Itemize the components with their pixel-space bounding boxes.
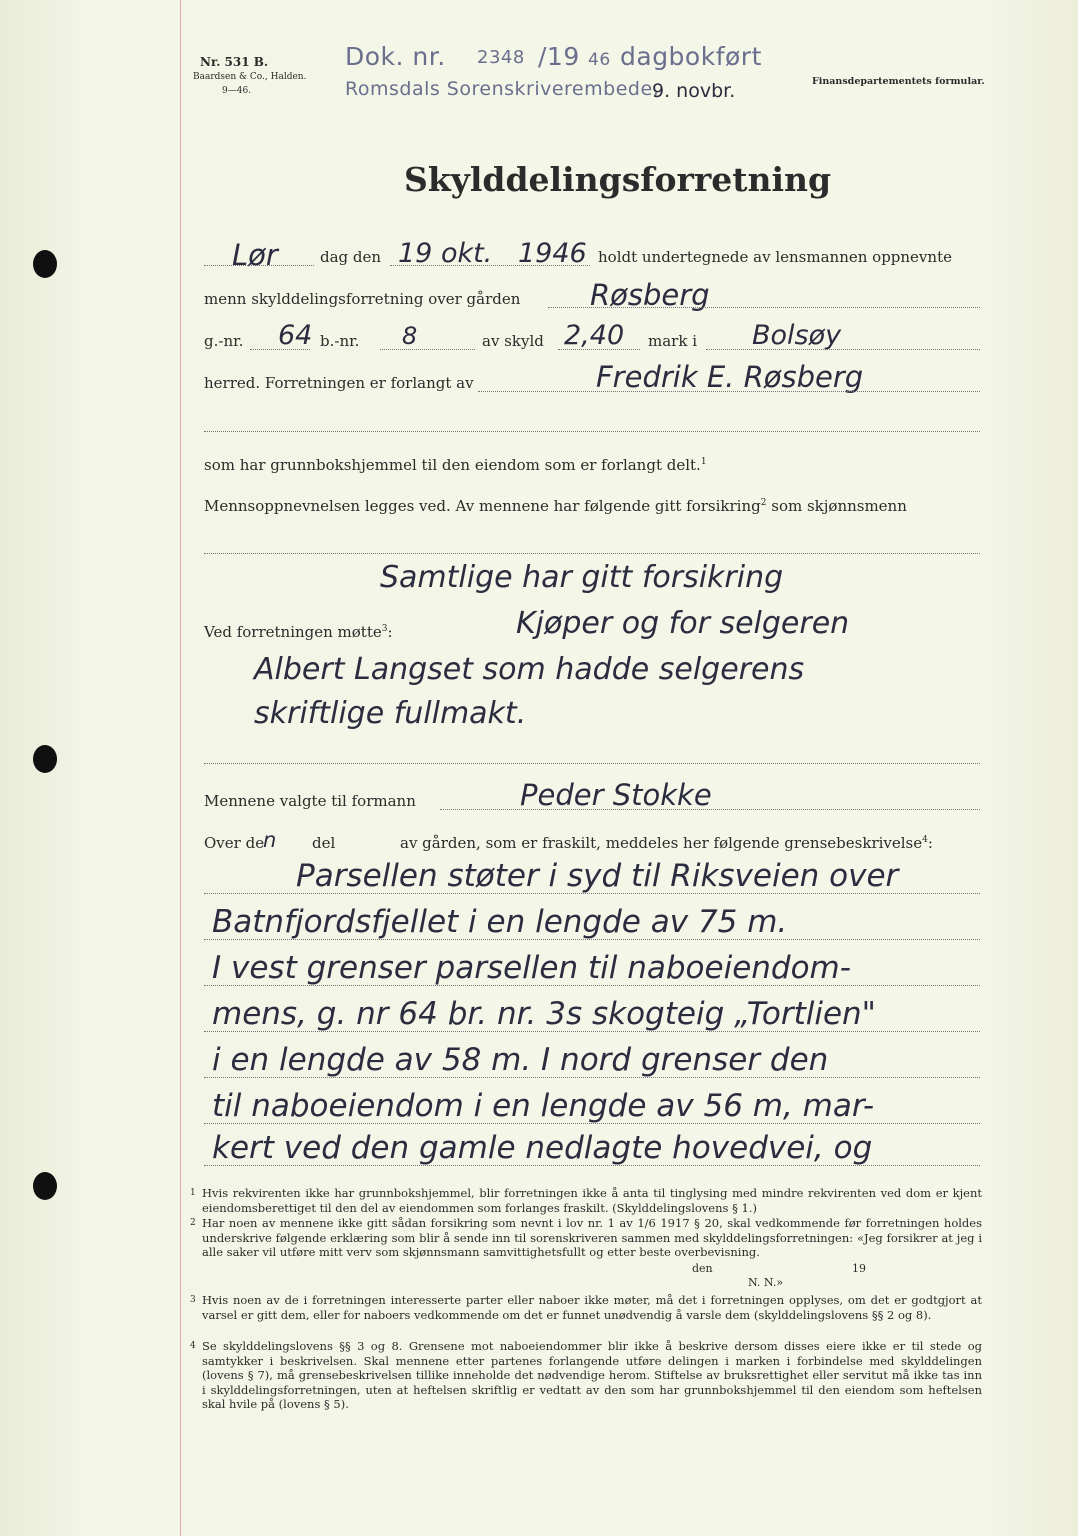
year-handwritten: 1946 xyxy=(518,238,587,269)
gnr-value: 64 xyxy=(278,320,313,351)
date-handwritten: 19 okt. xyxy=(398,238,493,269)
motte-line-1: Kjøper og for selgeren xyxy=(516,606,850,641)
farm-name: Røsberg xyxy=(590,278,710,312)
fill-line xyxy=(204,1123,980,1124)
day-handwritten: Lør xyxy=(232,238,278,272)
fill-line xyxy=(204,1031,980,1032)
label-mennsoppnevnelse: Mennsoppnevnelsen legges ved. Av mennene har følgende gitt forsikring$^2$ som skjønnsmenn xyxy=(204,497,907,515)
municipality: Bolsøy xyxy=(752,320,842,351)
desc-line: i en lengde av 58 m. I nord grenser den xyxy=(212,1042,829,1078)
label-menn: menn skylddelingsforretning over gården xyxy=(204,290,521,308)
label-del: del xyxy=(312,834,336,852)
fill-line xyxy=(204,893,980,894)
footnote-number: 1 xyxy=(190,1188,196,1198)
bnr-value: 8 xyxy=(402,322,418,350)
label-formann: Mennene valgte til formann xyxy=(204,792,416,810)
footnote-signature: N. N.» xyxy=(748,1276,784,1289)
stamp-office: Romsdals Sorenskriverembede, xyxy=(345,78,660,100)
fill-line xyxy=(204,553,980,554)
printer-name: Baardsen & Co., Halden. xyxy=(193,72,307,82)
skyld-value: 2,40 xyxy=(564,320,625,351)
fill-line xyxy=(548,307,980,308)
stamp-date: 9. novbr. xyxy=(652,80,736,102)
forsikring-handwritten: Samtlige har gitt forsikring xyxy=(380,560,784,595)
fill-line xyxy=(204,431,980,432)
label-gnr: g.-nr. xyxy=(204,332,244,350)
footnote-text: Hvis noen av de i forretningen interesserte parter eller naboer ikke møter, må det i forretningen opplyses, om det er godtgjort at varsel er gitt dem, eller for naboers vedkommende om det er funnet unødvendig å varsle dem (skylddelingslovens §§ 2 og 8). xyxy=(202,1293,982,1322)
footnote-den: den xyxy=(692,1262,713,1275)
fill-line xyxy=(380,349,475,350)
label-motte: Ved forretningen møtte$^3$: xyxy=(204,623,393,641)
stamp-dok-nr: Dok. nr. xyxy=(345,42,446,71)
label-dag-den: dag den xyxy=(320,248,382,266)
footnote-text: Hvis rekvirenten ikke har grunnbokshjemmel, blir forretningen ikke å anta til tinglysing med mindre rekvirenten ved dom er kjent eiendomsberettiget til den del av eiendommen som forlanges fraskilt. (Skylddelingslovens § 1.) xyxy=(202,1186,982,1215)
label-grunnbok: som har grunnbokshjemmel til den eiendom som er forlangt delt.$^1$ xyxy=(204,456,707,474)
stamp-year: 46 xyxy=(588,50,611,70)
fill-line xyxy=(204,1165,980,1166)
form-number: Nr. 531 B. xyxy=(200,55,269,69)
footnote xyxy=(190,1186,982,1215)
footnote-19: 19 xyxy=(852,1262,866,1275)
stamp-dagbokfort: dagbokført xyxy=(620,42,762,71)
punch-hole xyxy=(33,250,57,278)
requested-by: Fredrik E. Røsberg xyxy=(596,360,864,394)
fill-line xyxy=(706,349,980,350)
stamp-doc-number: 2348 xyxy=(477,47,525,68)
over-handwritten-n: n xyxy=(263,828,277,852)
desc-line: til naboeiendom i en lengde av 56 m, mar- xyxy=(212,1088,875,1124)
fill-line xyxy=(204,1077,980,1078)
stamp-year-prefix: /19 xyxy=(538,42,580,71)
desc-line: Parsellen støter i syd til Riksveien over xyxy=(296,858,899,894)
document-title: Skylddelingsforretning xyxy=(404,160,832,199)
footnote-text: Har noen av mennene ikke gitt sådan forsikring som nevnt i lov nr. 1 av 1/6 1917 § 20, skal vedkommende før forretningen holdes underskrive følgende erklæring som blir å sende inn til sorenskriveren sammen med skylddelingsforretningen: «Jeg forsikrer at jeg i alle saker vil utføre mitt verv som skjønnsmann samvittighetsfullt og etter beste overbevisning. xyxy=(202,1216,982,1259)
ministry-form: Finansdepartementets formular. xyxy=(812,76,985,87)
margin-line xyxy=(180,0,181,1536)
fill-line xyxy=(558,349,640,350)
footnote xyxy=(190,1339,982,1412)
punch-hole xyxy=(33,1172,57,1200)
formann-name: Peder Stokke xyxy=(520,778,712,812)
desc-line: kert ved den gamle nedlagte hovedvei, og xyxy=(212,1130,873,1166)
fill-line xyxy=(204,265,314,266)
desc-line: I vest grenser parsellen til naboeiendom- xyxy=(212,950,851,986)
punch-hole xyxy=(33,745,57,773)
footnote-number: 3 xyxy=(190,1295,196,1305)
label-herred: herred. Forretningen er forlangt av xyxy=(204,374,474,392)
fill-line xyxy=(250,349,310,350)
label-over-de: Over de xyxy=(204,834,265,852)
label-over-rest: av gården, som er fraskilt, meddeles her følgende grensebeskrivelse$^4$: xyxy=(400,834,933,852)
fill-line xyxy=(204,763,980,764)
footnote-text: Se skylddelingslovens §§ 3 og 8. Grensene mot naboeiendommer blir ikke å beskrive dersom disses eiere ikke er til stede og samtykker i beskrivelsen. Skal mennene etter partenes forlangende utføre delingen i marken i forbindelse med skylddelingen (lovens § 7), må grensebeskrivelsen tillike inneholde det nødvendige herom. Stiftelse av bruksrettighet eller servitut må ikke tas inn i skylddelingsforretningen, uten at heftelsen skriftlig er vedtatt av den som har grunnbokshjemmel til den eiendom som heftelsen skal hvile på (lovens § 5). xyxy=(202,1339,982,1411)
fill-line xyxy=(204,985,980,986)
fill-line xyxy=(204,939,980,940)
footnote-number: 4 xyxy=(190,1341,196,1351)
motte-line-2: Albert Langset som hadde selgerens xyxy=(254,652,805,687)
print-date: 9—46. xyxy=(222,86,252,96)
label-bnr: b.-nr. xyxy=(320,332,360,350)
desc-line: Batnfjordsfjellet i en lengde av 75 m. xyxy=(212,904,788,940)
fill-line xyxy=(440,809,980,810)
footnote xyxy=(190,1293,982,1322)
label-skyld: av skyld xyxy=(482,332,544,350)
footnote xyxy=(190,1216,982,1260)
label-holdt: holdt undertegnede av lensmannen oppnevnte xyxy=(598,248,952,266)
footnote-number: 2 xyxy=(190,1218,196,1228)
fill-line xyxy=(478,391,980,392)
fill-line xyxy=(390,265,590,266)
desc-line: mens, g. nr 64 br. nr. 3s skogteig „Tortlien" xyxy=(212,996,876,1032)
motte-line-3: skriftlige fullmakt. xyxy=(254,696,527,731)
label-mark: mark i xyxy=(648,332,697,350)
